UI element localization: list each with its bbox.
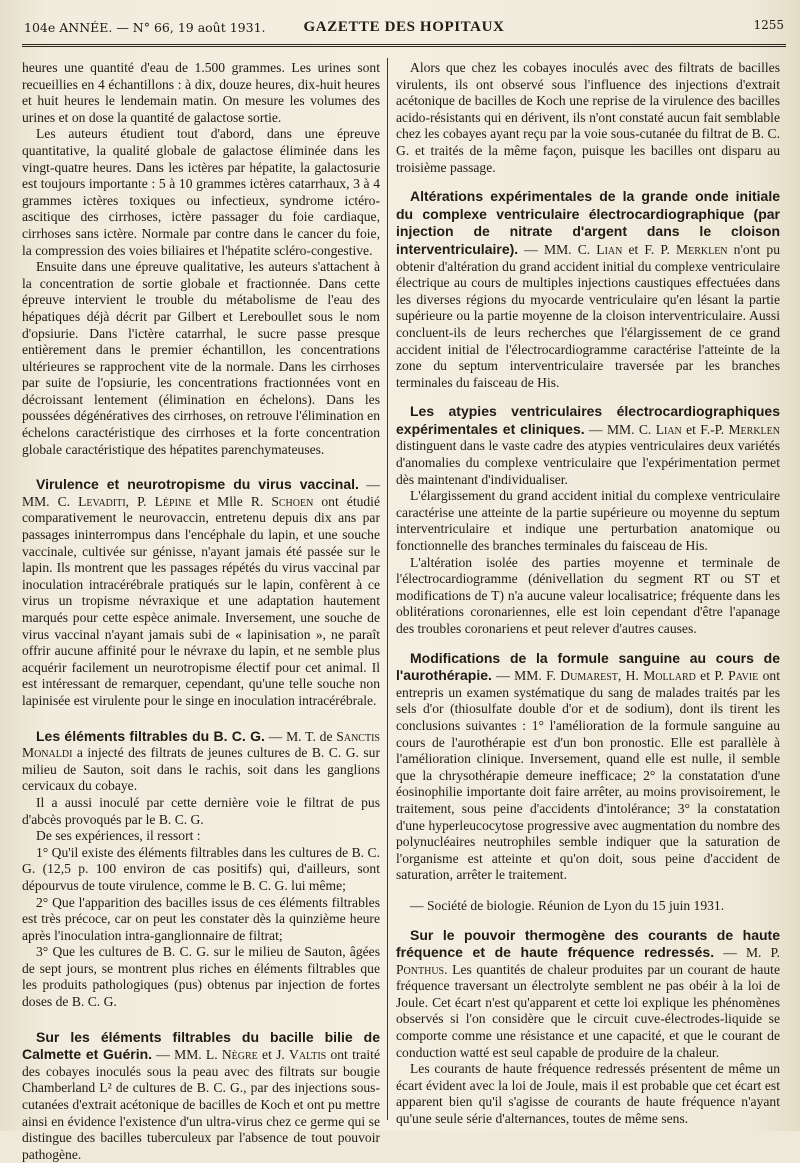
paragraph: L'altération isolée des parties moyenne et terminale de l'électrocardiogramme (dénivellation du segment RT ou ST et modifications de T) n'a aucune valeur localisatrice; fréquente dans les oblitérations coronariennes, elle est loin cependant d'être l'apanage des troubles coronariens et peut relever d'autres causes. — [396, 554, 780, 636]
section-thermogenic-currents: Sur le pouvoir thermogène des courants de haute fréquence et de haute fréquence redressés. — M. P. Ponthus. Les quantités de chaleur produites par un courant de haute fréquence traversant un électrolyte semblent ne pas obéir à la loi de Joule. Cet écart n'est qu'apparent et cette loi explique les phénomènes observés si l'on considère que le circuit cuve-électrodes-liquide se comporte comme une résistance et une capacité, et que le courant de conduction watté est seul capable de produire de la chaleur. — [396, 926, 780, 1060]
list-item: 3° Que les cultures de B. C. G. sur le milieu de Sauton, âgées de sept jours, se montrent plus riches en éléments filtrables que les produits pathologiques (pus) obtenus par injection de fortes doses de B. C. G. — [22, 944, 380, 1010]
author-name: Sanctis Monaldi — [22, 728, 380, 761]
author-name: Merklen — [728, 421, 780, 437]
paragraph: Ensuite dans une épreuve qualitative, les auteurs s'attachent à la concentration de sortie globale et fractionnée. Dans cette épreuve intervient le trouble du métabolisme de l'eau des hépatiques déjà décrit par Gilbert et Lereboullet sous le nom d'opsiurie. Dans l'ictère catarrhal, le sucre passe presque entièrement dans le premier échantillon, les concentrations ultérieures se rapprochent vite de la normale. Dans les cirrhoses par suite de l'opsiurie, les concentrations fractionnées vont en décroissant lentement (élimination en échelons). Dans les poussées dégénératives des cirrhoses, on retrouve l'élimination en échelons caractéristique des cirrhoses et la forte concentration globale caractéristique des hépatites parenchymateuses. — [22, 259, 380, 457]
section-title: Les éléments filtrables du B. C. G. — [36, 727, 265, 744]
list-item: 2° Que l'apparition des bacilles issus de ces éléments filtrables est très précoce, car on peut les constater dès la quinzième heure après l'inoculation intra-ganglionnaire de filtrat; — [22, 894, 380, 943]
right-column — [396, 60, 780, 1128]
section-title: Sur le pouvoir thermogène des courants de haute fréquence et de haute fréquence redressés. — [396, 926, 780, 961]
author-name: Nègre — [221, 1047, 258, 1063]
paragraph: L'élargissement du grand accident initial du complexe ventriculaire caractérise une atteinte de la partie supérieure ou moyenne du septum interventriculaire et indique une perturbation anatomique ou fonctionnelle des branches terminales du faisceau de His. — [396, 488, 780, 554]
issue-line: 104e ANNÉE. — N° 66, 19 août 1931. — [24, 20, 266, 35]
author-name: Dumarest — [560, 668, 618, 684]
author-name: Schoen — [271, 493, 314, 509]
section-title: Virulence et neurotropisme du virus vaccinal. — [36, 476, 359, 493]
page-number: 1255 — [753, 18, 784, 32]
section-vaccine-virus: Virulence et neurotropisme du virus vaccinal. — MM. C. Levaditi, P. Lépine et Mlle R. Schoen ont étudié comparativement le neurovaccin, entretenu depuis dix ans par passages ininterrompus dans l'encéphale du lapin, et une souche vaccinale, cultivée sur génisse, n'ayant jamais été passée sur le lapin. Ils montrent que les passages répétés du virus vaccinal par inoculation intracérébrale pratiqués sur le lapin, confèrent à ce virus un tropisme névraxique et une adaptation hautement marqués pour cette espèce animale. Inversement, une souche de virus vaccinal n'ayant jamais subi de « lapinisation », ne paraît offrir aucune affinité pour le névraxe du lapin, et ne semble plus acquérir facilement un neurotropisme électif pour cet animal. Il est intéressant de remarquer, cependant, qu'une telle souche non lapinisée est virulente pour le singe en inoculation intracérébrale. — [22, 476, 380, 708]
author-name: Lian — [655, 421, 682, 437]
left-column — [22, 60, 380, 1163]
author-name: Levaditi — [78, 493, 126, 509]
paragraph: Les courants de haute fréquence redressés présentent de même un écart évident avec la loi de Joule, mais il est probable que cet écart est apparent bien qu'il s'agisse de courants de haute fréquence n'ayant qu'une seule série d'alternances, toutes de même sens. — [396, 1061, 780, 1127]
author-name: Mollard — [643, 668, 696, 684]
paragraph: Il a aussi inoculé par cette dernière voie le filtrat de pus d'abcès provoqués par le B. C. G. — [22, 794, 380, 827]
paragraph: De ses expériences, il ressort : — [36, 828, 201, 844]
section-title: Altérations expérimentales de la grande onde initiale du complexe ventriculaire électrocardiographique (par injection de nitrate d'argent dans le cloison interventriculaire). — [396, 188, 780, 257]
author-name: Lian — [596, 241, 623, 257]
section-title: Sur les éléments filtrables du bacille bilie de Calmette et Guérin. — [22, 1028, 380, 1063]
section-title: Modifications de la formule sanguine au cours de l'aurothérapie. — [396, 649, 780, 684]
section-ventricular-alterations: Altérations expérimentales de la grande onde initiale du complexe ventriculaire électrocardiographique (par injection de nitrate d'argent dans le cloison interventriculaire). — MM. C. Lian et F. P. Merklen n'ont pu obtenir d'altération du grand accident initial du complexe ventriculaire électrique au cours de multiples injections caustiques effectuées dans les diverses régions du myocarde ventriculaire qu'en lésant la partie supérieure ou la partie moyenne de la cloison interventriculaire. Aussi concluent-ils de leurs recherches que l'élargissement de ce grand accident initial de l'électrocardiogramme caractérise l'atteinte de la zone du septum interventriculaire traversée par les branches terminales du faisceau de His. — [396, 188, 780, 390]
author-name: Pavie — [728, 668, 759, 684]
section-bcg-filterable: Les éléments filtrables du B. C. G. — M. T. de Sanctis Monaldi a injecté des filtrats de jeunes cultures de B. C. G. sur milieu de Sauton, soit dans le rachis, soit dans les ganglions cervicaux du cobaye. — [22, 727, 380, 794]
paragraph: Alors que chez les cobayes inoculés avec des filtrats de bacilles virulents, ils ont observé sous l'influence des injections d'extrait acétonique de bacilles de Koch une reprise de la virulence des bacilles acido-résistants qui en dérivent, ils n'ont constaté aucun fait semblable chez les cobayes ayant reçu par la voie sous-cutanée du filtrat de B. C. G. et traités de la même façon, puisque les bacilles ont disparu au troisième passage. — [396, 60, 780, 175]
paragraph: Les auteurs étudient tout d'abord, dans une épreuve quantitative, la qualité globale de galactose éliminée dans les vingt-quatre heures. Dans les ictères par hépatite, la galactosurie est toujours importante : 5 à 10 grammes ictères catarrhaux, 3 à 4 grammes ictères toxiques ou infectieux, syndrome ictéro-ascitique des cirrhoses, ictère passager du foie cardiaque, cirrhoses sans ictère. Normale par contre dans le cancer du foie, la compression des voies biliaires et l'hépatite scléro-congestive. — [22, 126, 380, 258]
journal-title: GAZETTE DES HOPITAUX — [303, 19, 505, 35]
column-divider — [387, 58, 388, 1120]
section-ventricular-atypies: Les atypies ventriculaires électrocardiographiques expérimentales et cliniques. — MM. C. Lian et F.-P. Merklen distinguent dans le vaste cadre des atypies ventriculaires deux variétés d'anomalies du complexe ventriculaire que l'expérimentation permet dès maintenant d'individualiser. — [396, 403, 780, 487]
paragraph: heures une quantité d'eau de 1.500 grammes. Les urines sont recueillies en 4 échantillons : à dix, douze heures, dix-huit heures et huit heures le lendemain matin. On mesure les volumes des urines et on dose la quantité de galactose sortie. — [22, 60, 380, 125]
section-aurotherapy: Modifications de la formule sanguine au cours de l'aurothérapie. — MM. F. Dumarest, H. Mollard et P. Pavie ont entrepris un examen systématique du sang de malades traités par les sels d'or (thiosulfate double d'or et de sodium), dont ils tirent les conclusions suivantes : 1° l'amélioration de la formule sanguine au cours de l'aurothérapie est d'un bon pronostic. Elle est parallèle à l'amélioration clinique. Inversement, quand elle est nulle, il semble que la chrysothérapie demeure inefficace; 2° la constatation d'une éosinophilie importante doit faire arrêter, au moins provisoirement, le traitement, sous peine d'accidents d'intolérance; 3° la constatation d'une hyperleucocytose progressive avec augmentation du nombre des polynucléaires neutrophiles semble indiquer que la saturation de l'organisme est atteinte et qu'on doit, sous peine d'accident de saturation, arrêter le traitement. — [396, 649, 780, 883]
author-name: Lépine — [154, 493, 192, 509]
section-calmette-guerin: Sur les éléments filtrables du bacille bilie de Calmette et Guérin. — MM. L. Nègre et J. Valtis ont traité des cobayes inoculés sous la peau avec des filtrats sur bougie Chamberland L² de cultures de B. C. G., par des injections sous-cutanées d'extrait acétonique de bacilles de Koch et ont pu mettre ainsi en évidence l'existence d'un ultra-virus chez ce germe qui se distingue des bacilles tuberculeux par l'absence de tout pouvoir pathogène. — [22, 1028, 380, 1162]
author-name: Merklen — [676, 241, 728, 257]
section-title: Les atypies ventriculaires électrocardiographiques expérimentales et cliniques. — [396, 403, 780, 437]
list-item: 1° Qu'il existe des éléments filtrables dans les cultures de B. C. G. (12,5 p. 100 environ de cas positifs) qui, d'ailleurs, sont dépourvus de toute virulence, comme le B. C. G. lui même; — [22, 844, 380, 893]
author-name: Valtis — [289, 1047, 327, 1063]
page-header — [22, 14, 786, 47]
author-name: Ponthus — [396, 961, 445, 977]
society-meeting-line: — Société de biologie. Réunion de Lyon du 15 juin 1931. — [410, 897, 725, 913]
